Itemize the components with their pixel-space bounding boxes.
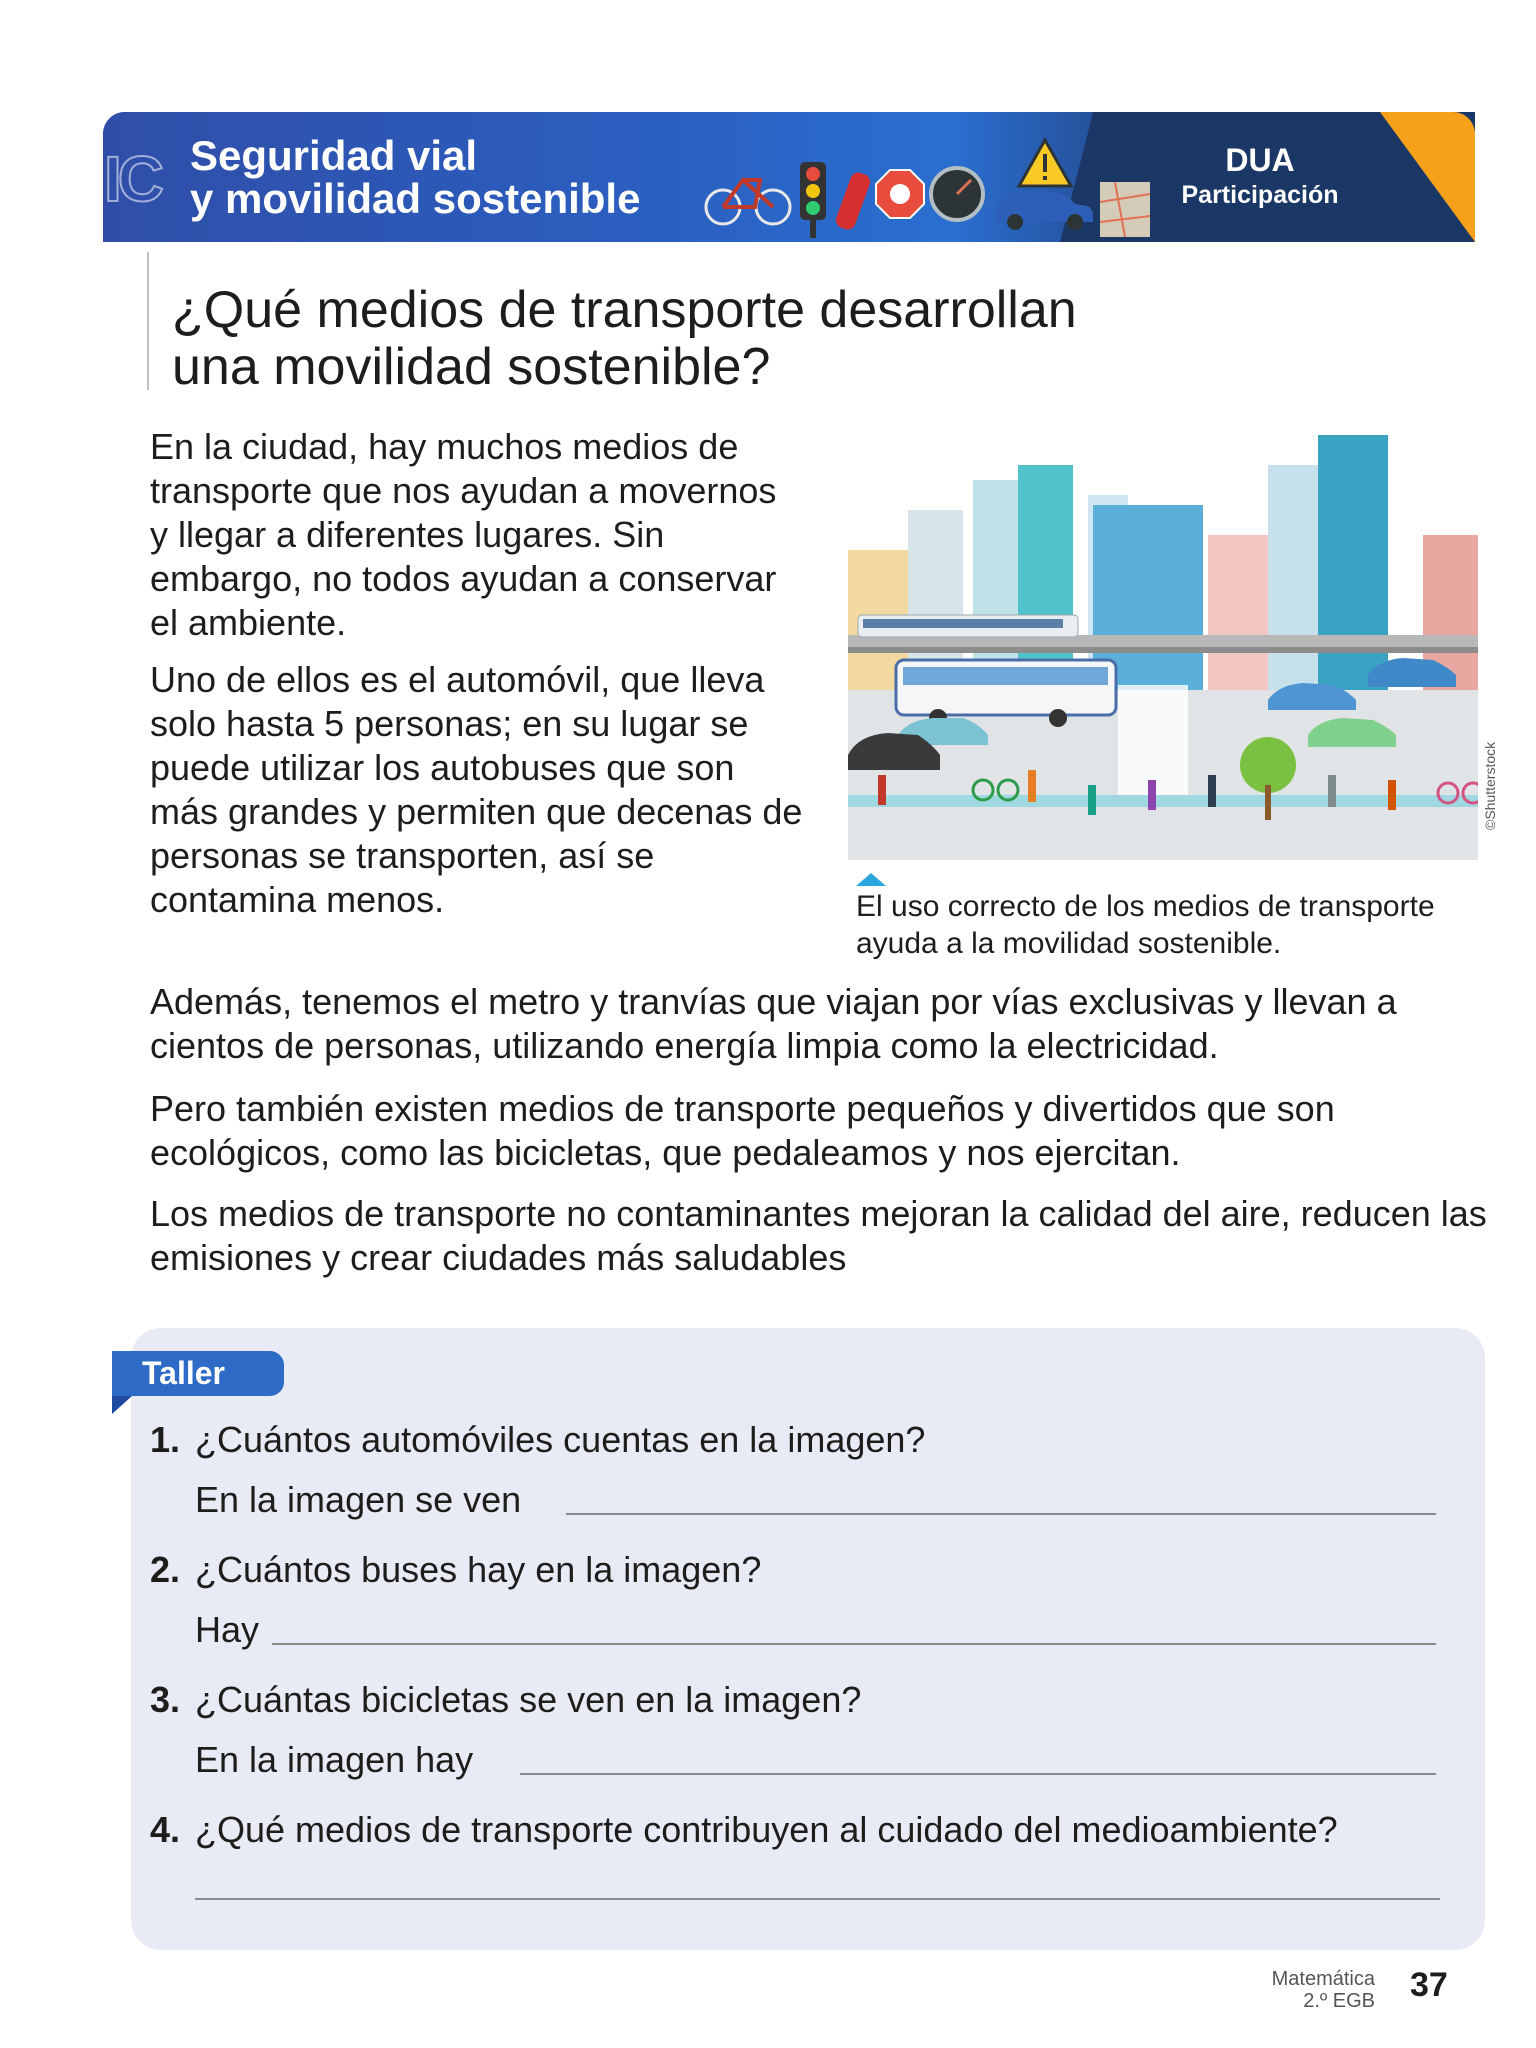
warning-sign-icon xyxy=(1019,140,1071,186)
paragraph-4: Pero también existen medios de transporte pequeños y divertidos que son ecológicos, como las bicicletas, que pedaleamos y nos ejercitan. xyxy=(150,1088,1335,1173)
ic-logo: IC xyxy=(104,143,160,215)
caption-marker-icon xyxy=(856,873,886,886)
question-number: 2. xyxy=(150,1549,181,1590)
dua-badge xyxy=(1180,142,1340,210)
paragraph-3: Además, tenemos el metro y tranvías que viajan por vías exclusivas y llevan a cientos de personas, utilizando energía limpia como la electricidad. xyxy=(150,981,1397,1066)
fire-extinguisher-icon xyxy=(834,170,873,231)
question-text: ¿Cuántas bicicletas se ven en la imagen? xyxy=(195,1679,862,1720)
question-text: ¿Qué medios de transporte contribuyen al cuidado del medioambiente? xyxy=(195,1809,1338,1850)
paragraph-2: Uno de ellos es el automóvil, que lleva solo hasta 5 personas; en su lugar se puede utilizar los autobuses que son más grandes y permiten que decenas de personas se transporten, así se contamina menos. xyxy=(150,659,803,920)
question-3 xyxy=(150,1678,861,1722)
taller-tag-fold xyxy=(112,1396,132,1414)
question-4 xyxy=(150,1808,1338,1852)
banner-title-line2: y movilidad sostenible xyxy=(190,175,641,222)
banner-title-line1: Seguridad vial xyxy=(190,132,478,179)
footer-grade: 2.º EGB xyxy=(1303,1990,1375,2012)
page-title xyxy=(172,282,1272,396)
image-credit: ©Shutterstock xyxy=(1482,741,1498,830)
metro-train-icon xyxy=(858,615,1078,637)
page-title-line1: ¿Qué medios de transporte desarrollan xyxy=(172,281,1077,339)
question-text: ¿Cuántos buses hay en la imagen? xyxy=(195,1549,762,1590)
stop-sign-icon xyxy=(876,170,924,218)
paragraph-1: En la ciudad, hay muchos medios de transporte que nos ayudan a movernos y llegar a diferentes lugares. Sin embargo, no todos ayudan a conservar el ambiente. xyxy=(150,426,777,643)
answer-prefix-1: En la imagen se ven xyxy=(195,1479,522,1520)
bicycle-icon xyxy=(706,180,790,224)
car-icon xyxy=(995,192,1093,230)
answer-prefix-3: En la imagen hay xyxy=(195,1739,474,1780)
traffic-light-icon xyxy=(800,162,826,238)
question-text: ¿Cuántos automóviles cuentas en la imagen? xyxy=(195,1419,926,1460)
road-safety-icons xyxy=(695,132,1155,242)
dua-label: DUA xyxy=(1225,142,1295,178)
crosswalk xyxy=(1118,685,1188,795)
footer-subject-name: Matemática xyxy=(1271,1968,1375,1990)
city-illustration xyxy=(848,435,1478,860)
map-icon xyxy=(1100,182,1150,237)
question-number: 3. xyxy=(150,1679,181,1720)
answer-line-2[interactable] xyxy=(272,1643,1436,1645)
question-1 xyxy=(150,1418,925,1462)
speedometer-icon xyxy=(931,168,983,220)
taller-tag: Taller xyxy=(112,1351,284,1396)
figure-caption: El uso correcto de los medios de transporte ayuda a la movilidad sostenible. xyxy=(856,890,1435,960)
answer-prefix-2: Hay xyxy=(195,1609,260,1650)
title-rule xyxy=(147,252,149,390)
page-title-line2: una movilidad sostenible? xyxy=(172,338,771,396)
question-2 xyxy=(150,1548,761,1592)
dua-sub: Participación xyxy=(1181,181,1339,209)
question-number: 4. xyxy=(150,1809,181,1850)
footer-subject xyxy=(1230,1968,1375,2012)
page-number: 37 xyxy=(1410,1966,1448,2004)
answer-line-1[interactable] xyxy=(566,1513,1436,1515)
answer-line-3[interactable] xyxy=(520,1773,1436,1775)
banner-title xyxy=(190,134,640,220)
question-number: 1. xyxy=(150,1419,181,1460)
answer-line-4[interactable] xyxy=(195,1898,1440,1900)
paragraph-5: Los medios de transporte no contaminantes mejoran la calidad del aire, reducen las emisiones y crear ciudades más saludables xyxy=(150,1193,1487,1278)
